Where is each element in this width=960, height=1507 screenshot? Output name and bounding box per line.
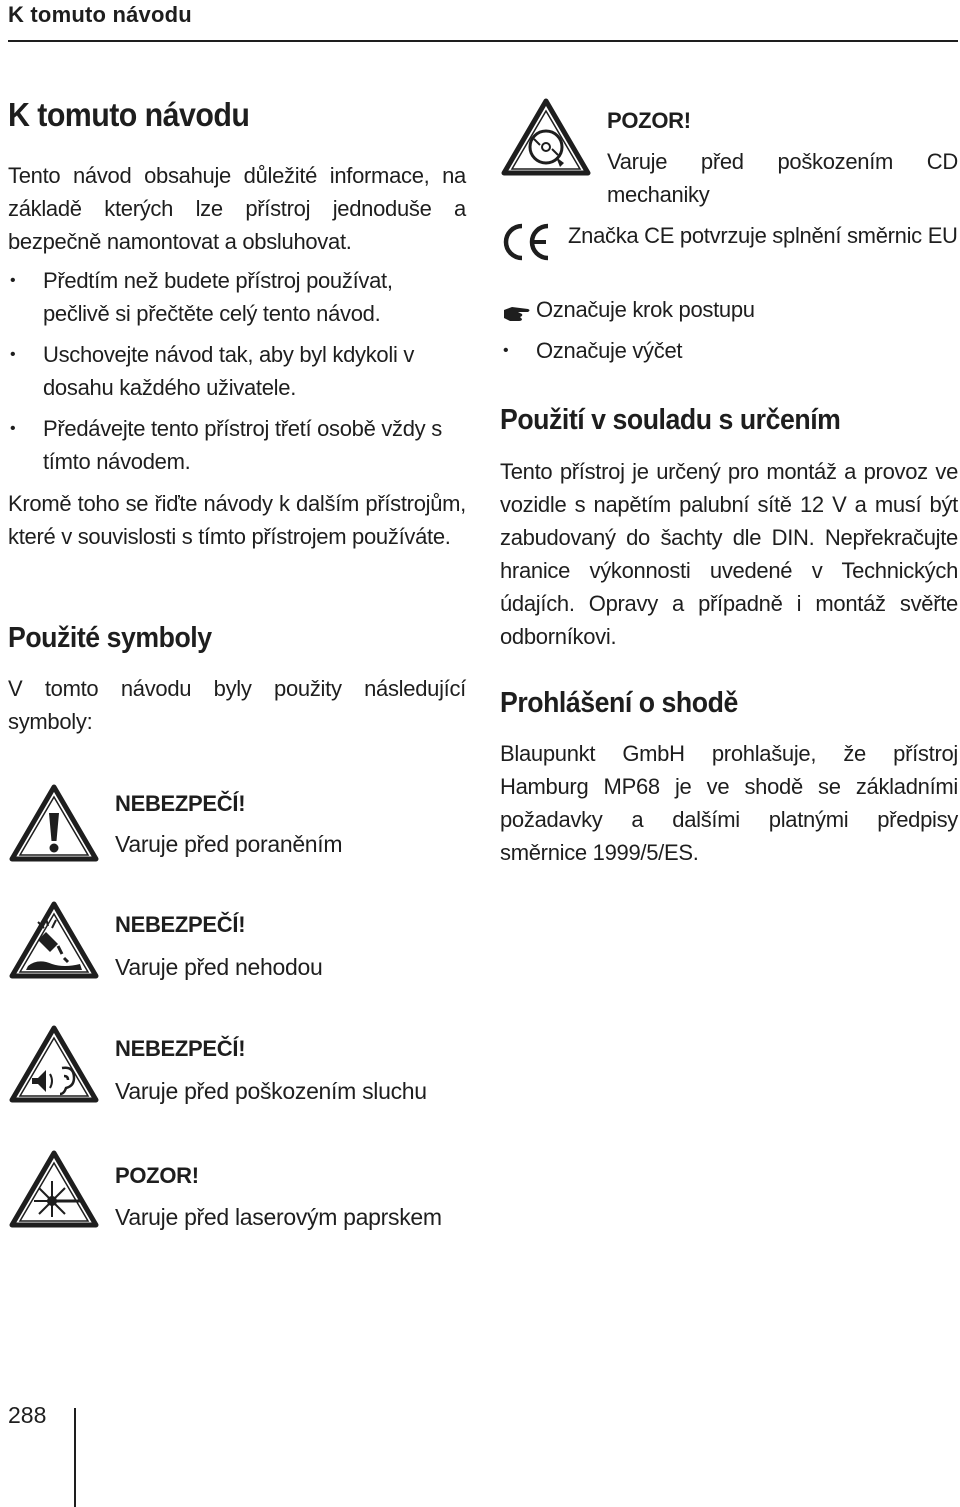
symbol-entry-laser: [8, 1149, 466, 1239]
bullet-dot: •: [10, 346, 16, 363]
symbol-entry-hearing: [8, 1024, 466, 1114]
symbol-text: Varuje před laserovým paprskem: [115, 1204, 442, 1230]
cd-warning-text: Varuje před poškozením CD mechaniky: [607, 149, 958, 207]
other-devices-paragraph: Kromě toho se řiďte návody k dalším přístrojům, které v souvislosti s tímto přístrojem používáte.: [8, 491, 466, 549]
symbol-text: Varuje před nehodou: [115, 954, 323, 980]
list-marker-text: Označuje výčet: [536, 338, 683, 363]
warning-cd-icon: [500, 97, 592, 177]
conformity-heading: Prohlášení o shodě: [500, 687, 738, 719]
symbol-title: POZOR!: [115, 1163, 199, 1188]
running-header: K tomuto návodu: [8, 2, 192, 27]
conformity-paragraph: Blaupunkt GmbH prohlašuje, že přístroj Hamburg MP68 je ve shodě se základními požadavky a dalšími platnými předpisy směrnice 1999/5/ES.: [500, 741, 958, 865]
symbol-entry-injury: [8, 783, 466, 873]
intended-use-paragraph: Tento přístroj je určený pro montáž a provoz ve vozidle s napětím palubní sítě 12 V a musí být zabudovaný do šachty dle DIN. Nepřekračujte hranice výkonnosti uvedené v Technických údajích. Opravy a případně i montáž svěřte odborníkovi.: [500, 459, 958, 649]
instruction-list: [8, 264, 448, 486]
ce-mark-text: Značka CE potvrzuje splnění směrnic EU: [568, 223, 958, 248]
page-number-rule: [74, 1408, 76, 1507]
symbol-title: NEBEZPEČÍ!: [115, 1036, 246, 1061]
page-number: 288: [8, 1402, 47, 1428]
bullet-dot: •: [503, 342, 509, 359]
warning-hearing-icon: [8, 1024, 100, 1104]
list-item: [8, 412, 448, 478]
list-item: [8, 264, 448, 330]
warning-laser-icon: [8, 1149, 100, 1229]
list-item-text: Uschovejte návod tak, aby byl kdykoli v dosahu každého uživatele.: [43, 342, 415, 400]
intro-paragraph: Tento návod obsahuje důležité informace, na základě kterých lze přístroj jednoduše a bezpečně namontovat a obsluhovat.: [8, 163, 466, 254]
page-title: K tomuto návodu: [8, 96, 250, 133]
symbols-heading: Použité symboly: [8, 622, 212, 654]
symbols-intro: V tomto návodu byly použity následující symboly:: [8, 676, 466, 734]
list-item-text: Předávejte tento přístroj třetí osobě vždy s tímto návodem.: [43, 416, 442, 474]
bullet-dot: •: [10, 420, 16, 437]
ce-mark-icon: [500, 222, 552, 262]
intended-use-heading: Použití v souladu s určením: [500, 404, 841, 436]
warning-exclamation-icon: [8, 783, 100, 863]
symbol-entry-accident: [8, 900, 466, 990]
warning-corrosive-icon: [8, 900, 100, 980]
header-rule: [8, 40, 958, 42]
symbol-title: NEBEZPEČÍ!: [115, 912, 246, 937]
list-item: [8, 338, 448, 404]
bullet-dot: •: [10, 272, 16, 289]
symbol-text: Varuje před poškozením sluchu: [115, 1078, 427, 1104]
cd-warning-title: POZOR!: [607, 108, 691, 133]
pointing-hand-icon: [502, 304, 532, 324]
list-item-text: Předtím než budete přístroj používat, pečlivě si přečtěte celý tento návod.: [43, 268, 393, 326]
step-marker-text: Označuje krok postupu: [536, 297, 755, 322]
symbol-text: Varuje před poraněním: [115, 831, 343, 857]
symbol-title: NEBEZPEČÍ!: [115, 791, 246, 816]
